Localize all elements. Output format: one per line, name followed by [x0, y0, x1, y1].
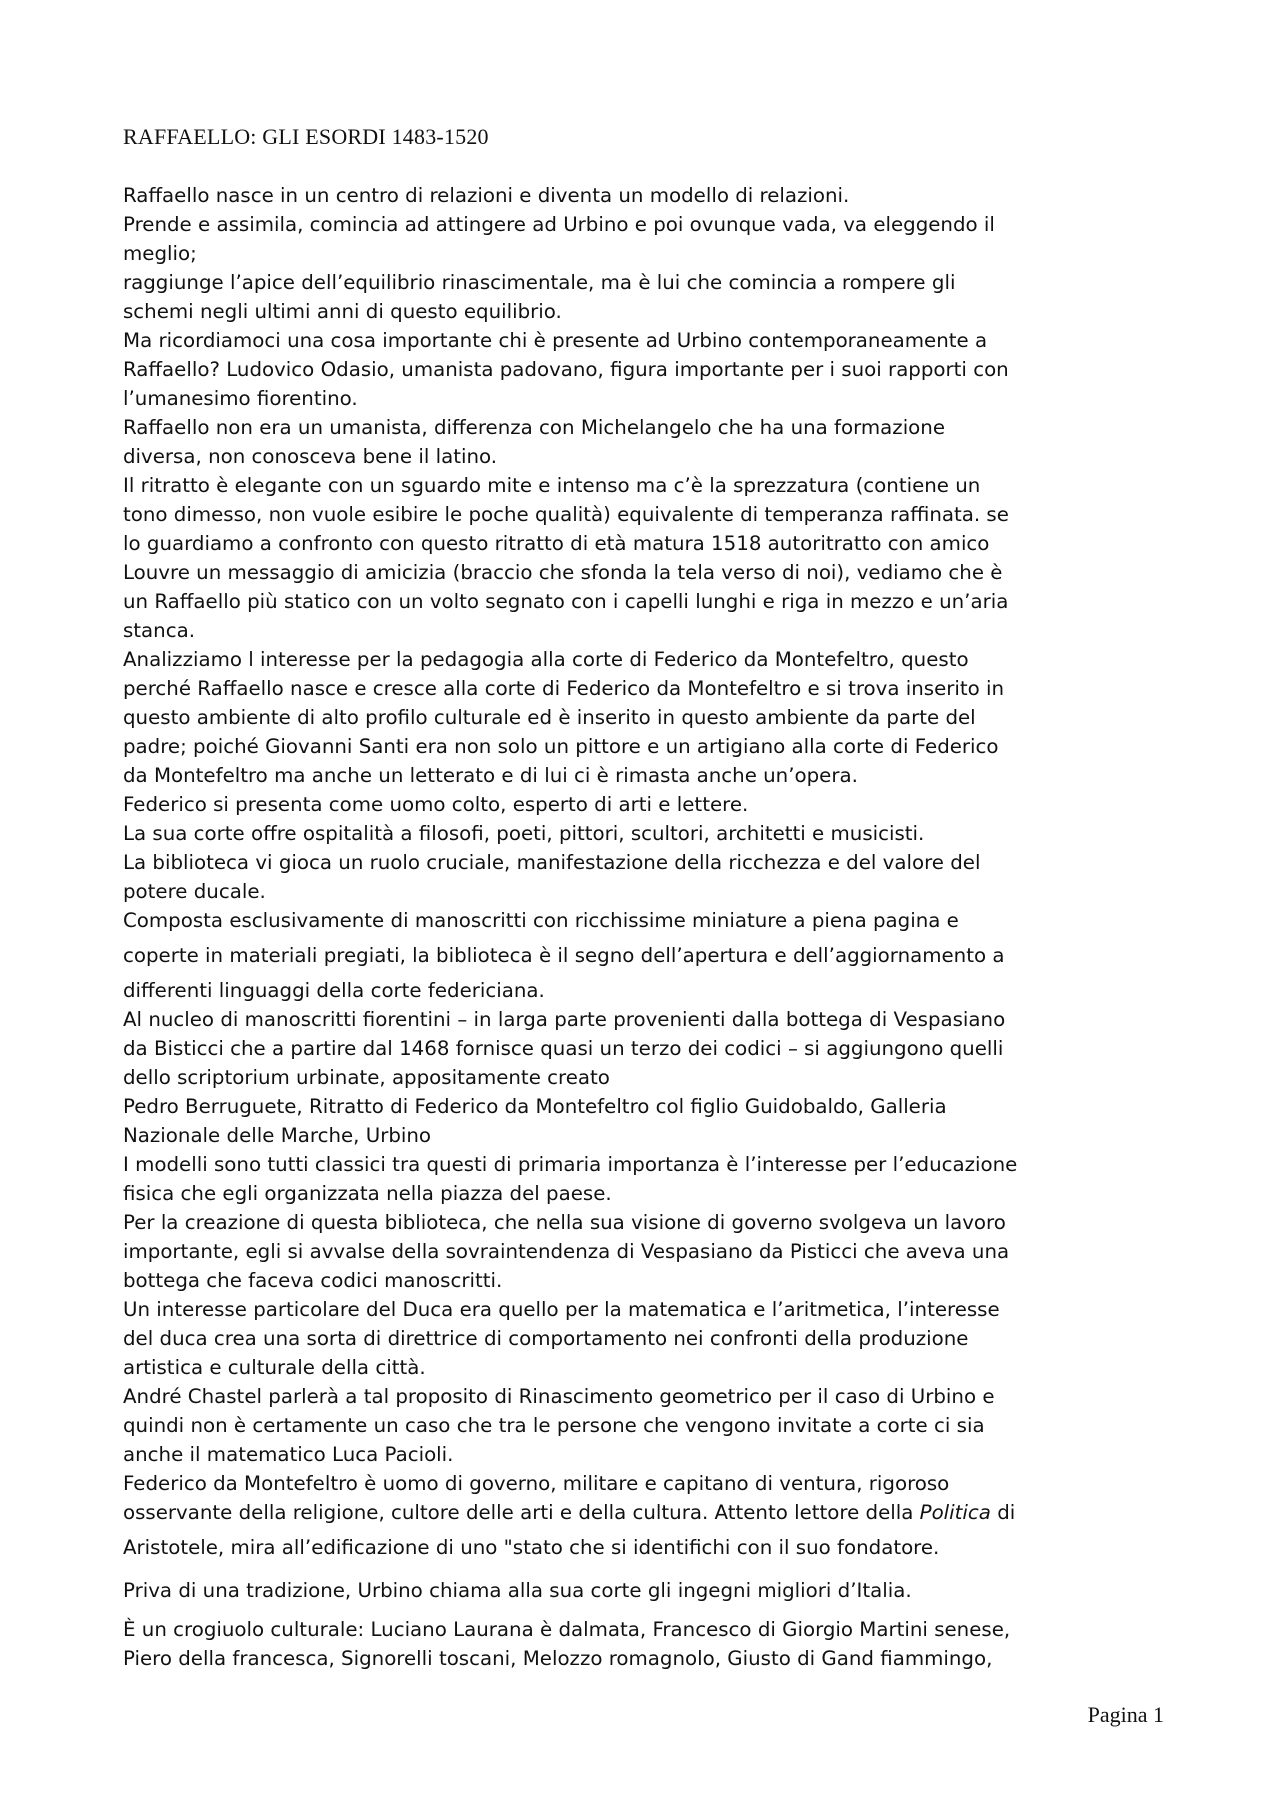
text-line: Un interesse particolare del Duca era quello per la matematica e l’aritmetica, l’interesse	[123, 1298, 1000, 1321]
text-line: Piero della francesca, Signorelli toscani, Melozzo romagnolo, Giusto di Gand fiammingo,	[123, 1647, 993, 1670]
text-line: padre; poiché Giovanni Santi era non solo un pittore e un artigiano alla corte di Federico	[123, 735, 999, 758]
text-line: tono dimesso, non vuole esibire le poche qualità) equivalente di temperanza raffinata. se	[123, 503, 1009, 526]
text-line: artistica e culturale della città.	[123, 1356, 426, 1379]
text-line: quindi non è certamente un caso che tra le persone che vengono invitate a corte ci sia	[123, 1414, 985, 1437]
text-line-part: di	[990, 1501, 1016, 1524]
text-line	[123, 1498, 1163, 1527]
text-line: Il ritratto è elegante con un sguardo mite e intenso ma c’è la sprezzatura (contiene un	[123, 474, 981, 497]
text-line: André Chastel parlerà a tal proposito di Rinascimento geometrico per il caso di Urbino e	[123, 1385, 995, 1408]
text-line: Raffaello non era un umanista, differenza con Michelangelo che ha una formazione	[123, 416, 945, 439]
italic-title: Politica	[919, 1501, 991, 1524]
text-line: I modelli sono tutti classici tra questi di primaria importanza è l’interesse per l’educazione	[123, 1153, 1018, 1176]
text-line: È un crogiuolo culturale: Luciano Laurana è dalmata, Francesco di Giorgio Martini senese,	[123, 1618, 1011, 1641]
text-line: Per la creazione di questa biblioteca, che nella sua visione di governo svolgeva un lavoro	[123, 1211, 1006, 1234]
text-line: Raffaello nasce in un centro di relazioni e diventa un modello di relazioni.	[123, 184, 850, 207]
text-line: Pedro Berruguete, Ritratto di Federico da Montefeltro col figlio Guidobaldo, Galleria	[123, 1095, 947, 1118]
text-line: coperte in materiali pregiati, la biblioteca è il segno dell’apertura e dell’aggiornamento a	[123, 944, 1005, 967]
text-line: meglio;	[123, 242, 197, 265]
page-number: Pagina 1	[1087, 1702, 1164, 1727]
text-line: importante, egli si avvalse della sovraintendenza di Vespasiano da Pisticci che aveva una	[123, 1240, 1010, 1263]
text-line: l’umanesimo fiorentino.	[123, 387, 358, 410]
text-line: dello scriptorium urbinate, appositamente creato	[123, 1066, 610, 1089]
text-line: Priva di una tradizione, Urbino chiama alla sua corte gli ingegni migliori d’Italia.	[123, 1579, 912, 1602]
text-line: Federico si presenta come uomo colto, esperto di arti e lettere.	[123, 793, 749, 816]
text-line: anche il matematico Luca Pacioli.	[123, 1443, 454, 1466]
text-line: Composta esclusivamente di manoscritti con ricchissime miniature a piena pagina e	[123, 909, 959, 932]
text-line: Al nucleo di manoscritti fiorentini – in larga parte provenienti dalla bottega di Vespasiano	[123, 1008, 1006, 1031]
text-line: Nazionale delle Marche, Urbino	[123, 1124, 432, 1147]
text-line: diversa, non conosceva bene il latino.	[123, 445, 498, 468]
text-line: del duca crea una sorta di direttrice di comportamento nei confronti della produzione	[123, 1327, 969, 1350]
text-line: potere ducale.	[123, 880, 266, 903]
text-line: da Montefeltro ma anche un letterato e di lui ci è rimasta anche un’opera.	[123, 764, 858, 787]
text-line: Analizziamo l interesse per la pedagogia alla corte di Federico da Montefeltro, questo	[123, 648, 969, 671]
text-line: Aristotele, mira all’edificazione di uno "stato che si identifichi con il suo fondatore.	[123, 1536, 940, 1559]
document-body	[123, 181, 1163, 1673]
text-line: un Raffaello più statico con un volto segnato con i capelli lunghi e riga in mezzo e un’aria	[123, 590, 1009, 613]
text-line: fisica che egli organizzata nella piazza del paese.	[123, 1182, 612, 1205]
text-line: lo guardiamo a confronto con questo ritratto di età matura 1518 autoritratto con amico	[123, 532, 990, 555]
text-line: schemi negli ultimi anni di questo equilibrio.	[123, 300, 562, 323]
text-line: differenti linguaggi della corte federiciana.	[123, 979, 545, 1002]
text-line-part: osservante della religione, cultore delle arti e della cultura. Attento lettore della	[123, 1501, 920, 1524]
text-line: Federico da Montefeltro è uomo di governo, militare e capitano di ventura, rigoroso	[123, 1472, 950, 1495]
text-line: Prende e assimila, comincia ad attingere ad Urbino e poi ovunque vada, va eleggendo il	[123, 213, 995, 236]
document-title: RAFFAELLO: GLI ESORDI 1483-1520	[123, 124, 489, 149]
text-line: La sua corte offre ospitalità a filosofi, poeti, pittori, scultori, architetti e musicisti.	[123, 822, 925, 845]
text-line: da Bisticci che a partire dal 1468 fornisce quasi un terzo dei codici – si aggiungono quelli	[123, 1037, 1004, 1060]
text-line: questo ambiente di alto profilo culturale ed è inserito in questo ambiente da parte del	[123, 706, 976, 729]
text-line: Raffaello? Ludovico Odasio, umanista padovano, figura importante per i suoi rapporti con	[123, 358, 1009, 381]
text-line: bottega che faceva codici manoscritti.	[123, 1269, 503, 1292]
text-line: perché Raffaello nasce e cresce alla corte di Federico da Montefeltro e si trova inserito in	[123, 677, 1005, 700]
text-line: Louvre un messaggio di amicizia (braccio che sfonda la tela verso di noi), vediamo che è	[123, 561, 1003, 584]
text-line: Ma ricordiamoci una cosa importante chi è presente ad Urbino contemporaneamente a	[123, 329, 988, 352]
text-line: stanca.	[123, 619, 196, 642]
text-line: raggiunge l’apice dell’equilibrio rinascimentale, ma è lui che comincia a rompere gli	[123, 271, 956, 294]
text-line: La biblioteca vi gioca un ruolo cruciale, manifestazione della ricchezza e del valore del	[123, 851, 981, 874]
